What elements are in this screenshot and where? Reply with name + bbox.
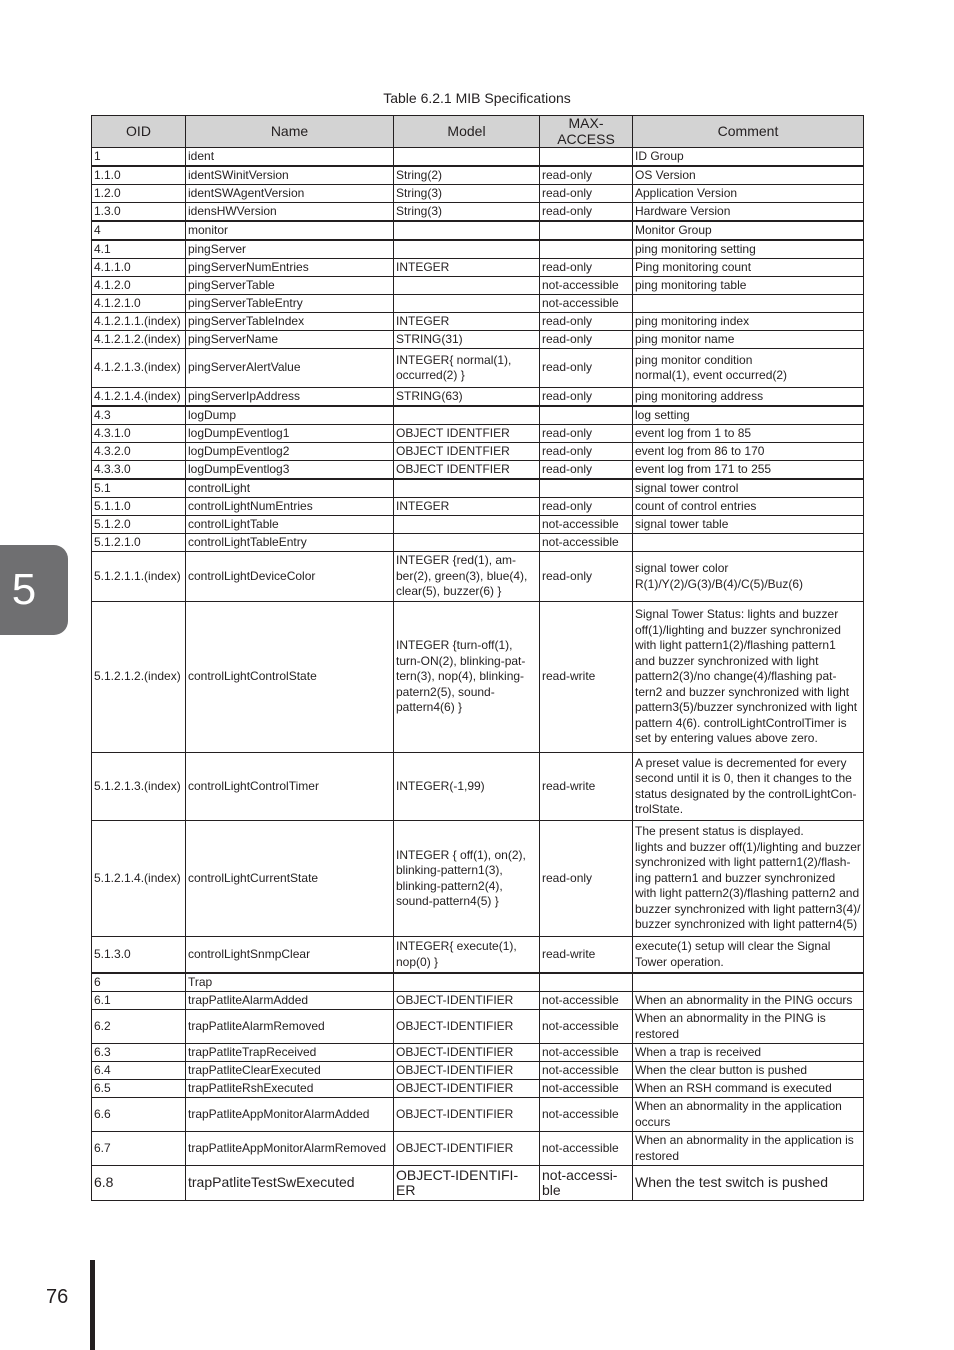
table-row xyxy=(92,388,864,407)
cell-comment: The present status is displayed. lights and buzzer off(1)/lighting and buzzer synchronized with light pattern1(2)/flash- ing pattern1 and buzzer synchronized with light pattern2(3)/flashing pattern2 and buzzer synchronized with light pattern3(4)/ buzzer synchronized with light pattern4(5) xyxy=(633,821,864,937)
cell-name: pingServerAlertValue xyxy=(186,349,394,388)
table-row xyxy=(92,1080,864,1098)
cell-model xyxy=(394,534,540,552)
cell-model xyxy=(394,973,540,992)
cell-model: OBJECT-IDENTIFI- ER xyxy=(394,1166,540,1201)
table-row xyxy=(92,259,864,277)
cell-comment: A preset value is decremented for every second until it is 0, then it changes to the status designated by the controlLightCon- trolState. xyxy=(633,753,864,821)
table-row xyxy=(92,1010,864,1044)
cell-comment: Hardware Version xyxy=(633,203,864,222)
cell-access: read-only xyxy=(540,166,633,185)
chapter-tab: 5 xyxy=(0,545,68,635)
cell-access: not-accessible xyxy=(540,534,633,552)
cell-comment: event log from 171 to 255 xyxy=(633,461,864,480)
cell-oid: 6.2 xyxy=(92,1010,186,1044)
table-row xyxy=(92,425,864,443)
table-row xyxy=(92,534,864,552)
cell-access: not-accessible xyxy=(540,295,633,313)
table-row xyxy=(92,406,864,425)
cell-oid: 4.1.2.1.4.(index) xyxy=(92,388,186,407)
cell-model: OBJECT IDENTFIER xyxy=(394,461,540,480)
cell-model xyxy=(394,295,540,313)
cell-oid: 6.4 xyxy=(92,1062,186,1080)
cell-name: controlLightDeviceColor xyxy=(186,552,394,602)
cell-model xyxy=(394,240,540,259)
cell-oid: 5.1.2.1.0 xyxy=(92,534,186,552)
cell-access xyxy=(540,973,633,992)
cell-model: STRING(31) xyxy=(394,331,540,349)
table-row xyxy=(92,1062,864,1080)
cell-name: trapPatliteRshExecuted xyxy=(186,1080,394,1098)
cell-model: String(2) xyxy=(394,166,540,185)
cell-access: read-write xyxy=(540,753,633,821)
cell-model: OBJECT-IDENTIFIER xyxy=(394,1098,540,1132)
cell-name: trapPatliteAppMonitorAlarmRemoved xyxy=(186,1132,394,1166)
cell-oid: 5.1.1.0 xyxy=(92,498,186,516)
cell-name: controlLightNumEntries xyxy=(186,498,394,516)
cell-comment: When the test switch is pushed xyxy=(633,1166,864,1201)
table-row xyxy=(92,461,864,480)
cell-name: pingServerName xyxy=(186,331,394,349)
cell-oid: 4.3.3.0 xyxy=(92,461,186,480)
cell-access: read-only xyxy=(540,388,633,407)
cell-name: pingServerIpAddress xyxy=(186,388,394,407)
cell-oid: 1.2.0 xyxy=(92,185,186,203)
cell-model: OBJECT IDENTFIER xyxy=(394,425,540,443)
table-row xyxy=(92,552,864,602)
table-row xyxy=(92,1166,864,1201)
cell-comment: ping monitor condition normal(1), event occurred(2) xyxy=(633,349,864,388)
cell-comment: execute(1) setup will clear the Signal Tower operation. xyxy=(633,937,864,974)
cell-oid: 5.1.2.1.1.(index) xyxy=(92,552,186,602)
cell-model: INTEGER{ execute(1), nop(0) } xyxy=(394,937,540,974)
cell-name: idensHWVersion xyxy=(186,203,394,222)
table-row xyxy=(92,602,864,753)
cell-comment: When an abnormality in the PING occurs xyxy=(633,992,864,1010)
table-row xyxy=(92,148,864,167)
cell-model: INTEGER xyxy=(394,259,540,277)
cell-name: trapPatliteAppMonitorAlarmAdded xyxy=(186,1098,394,1132)
cell-access: read-write xyxy=(540,937,633,974)
cell-name: Trap xyxy=(186,973,394,992)
cell-comment: Signal Tower Status: lights and buzzer off(1)/lighting and buzzer synchronized with light pattern1(2)/flashing pattern1 and buzzer synchronized with light pattern2(3)/no change(4)/flashing pat- tern2 and buzzer synchronized with light pattern3(5)/buzzer synchronized with light pattern 4(6). controlLightControlTimer is set by entering values above zero. xyxy=(633,602,864,753)
cell-model xyxy=(394,221,540,240)
cell-comment: ID Group xyxy=(633,148,864,167)
cell-access: read-only xyxy=(540,552,633,602)
cell-name: trapPatliteTestSwExecuted xyxy=(186,1166,394,1201)
cell-access: not-accessible xyxy=(540,1062,633,1080)
cell-model: OBJECT-IDENTIFIER xyxy=(394,1044,540,1062)
cell-comment: log setting xyxy=(633,406,864,425)
cell-comment: event log from 1 to 85 xyxy=(633,425,864,443)
table-body xyxy=(92,148,864,1201)
cell-model xyxy=(394,148,540,167)
cell-oid: 4.3.2.0 xyxy=(92,443,186,461)
cell-oid: 5.1.2.1.4.(index) xyxy=(92,821,186,937)
cell-access xyxy=(540,406,633,425)
cell-oid: 4 xyxy=(92,221,186,240)
cell-oid: 4.1.2.1.0 xyxy=(92,295,186,313)
cell-name: controlLightControlTimer xyxy=(186,753,394,821)
cell-access xyxy=(540,240,633,259)
cell-comment: signal tower control xyxy=(633,479,864,498)
cell-model: STRING(63) xyxy=(394,388,540,407)
cell-name: logDumpEventlog1 xyxy=(186,425,394,443)
table-row xyxy=(92,203,864,222)
table-row xyxy=(92,937,864,974)
cell-oid: 4.3.1.0 xyxy=(92,425,186,443)
cell-oid: 1.3.0 xyxy=(92,203,186,222)
cell-comment: ping monitoring table xyxy=(633,277,864,295)
cell-model: INTEGER { off(1), on(2), blinking-pattern1(3), blinking-pattern2(4), sound-pattern4(5) } xyxy=(394,821,540,937)
table-row xyxy=(92,498,864,516)
table-row xyxy=(92,992,864,1010)
cell-comment: When an abnormality in the application is restored xyxy=(633,1132,864,1166)
cell-oid: 5.1.2.1.3.(index) xyxy=(92,753,186,821)
cell-comment: Monitor Group xyxy=(633,221,864,240)
cell-name: pingServer xyxy=(186,240,394,259)
cell-oid: 5.1.3.0 xyxy=(92,937,186,974)
table-row xyxy=(92,277,864,295)
cell-access: not-accessible xyxy=(540,277,633,295)
cell-model: INTEGER xyxy=(394,498,540,516)
cell-access: read-only xyxy=(540,313,633,331)
cell-name: identSWinitVersion xyxy=(186,166,394,185)
cell-name: monitor xyxy=(186,221,394,240)
table-row xyxy=(92,240,864,259)
cell-name: trapPatliteTrapReceived xyxy=(186,1044,394,1062)
cell-access: read-only xyxy=(540,461,633,480)
cell-model: OBJECT-IDENTIFIER xyxy=(394,1132,540,1166)
cell-model: OBJECT-IDENTIFIER xyxy=(394,1062,540,1080)
table-row xyxy=(92,1132,864,1166)
cell-comment: When the clear button is pushed xyxy=(633,1062,864,1080)
cell-oid: 4.1.2.1.1.(index) xyxy=(92,313,186,331)
cell-model xyxy=(394,277,540,295)
cell-name: ident xyxy=(186,148,394,167)
table-row xyxy=(92,185,864,203)
cell-comment: count of control entries xyxy=(633,498,864,516)
cell-model: String(3) xyxy=(394,185,540,203)
page-edge-bar xyxy=(90,1260,95,1350)
table-row xyxy=(92,479,864,498)
cell-comment: Ping monitoring count xyxy=(633,259,864,277)
table-row xyxy=(92,221,864,240)
cell-access: not-accessible xyxy=(540,1010,633,1044)
cell-name: trapPatliteClearExecuted xyxy=(186,1062,394,1080)
cell-model: String(3) xyxy=(394,203,540,222)
cell-comment: signal tower color R(1)/Y(2)/G(3)/B(4)/C(5)/Buz(6) xyxy=(633,552,864,602)
cell-comment: When an RSH command is executed xyxy=(633,1080,864,1098)
cell-name: logDumpEventlog3 xyxy=(186,461,394,480)
cell-access: not-accessible xyxy=(540,992,633,1010)
cell-access: read-only xyxy=(540,349,633,388)
cell-access: not-accessible xyxy=(540,1132,633,1166)
cell-model: INTEGER {turn-off(1), turn-ON(2), blinking-pat- tern(3), nop(4), blinking- patern2(5), sound- pattern4(6) } xyxy=(394,602,540,753)
cell-oid: 4.1.1.0 xyxy=(92,259,186,277)
cell-name: pingServerTable xyxy=(186,277,394,295)
cell-access: not-accessible xyxy=(540,1098,633,1132)
cell-oid: 6.5 xyxy=(92,1080,186,1098)
cell-access: read-only xyxy=(540,259,633,277)
table-row xyxy=(92,821,864,937)
table-row xyxy=(92,349,864,388)
cell-access: read-only xyxy=(540,185,633,203)
table-caption: Table 6.2.1 MIB Specifications xyxy=(383,90,571,106)
cell-comment xyxy=(633,534,864,552)
cell-access: read-only xyxy=(540,821,633,937)
cell-oid: 6.7 xyxy=(92,1132,186,1166)
cell-name: controlLightCurrentState xyxy=(186,821,394,937)
cell-access: not-accessible xyxy=(540,516,633,534)
cell-comment xyxy=(633,973,864,992)
cell-model xyxy=(394,406,540,425)
cell-access: read-only xyxy=(540,443,633,461)
column-header-oid: OID xyxy=(92,116,186,148)
cell-name: identSWAgentVersion xyxy=(186,185,394,203)
table-row xyxy=(92,313,864,331)
cell-oid: 6.1 xyxy=(92,992,186,1010)
cell-comment: signal tower table xyxy=(633,516,864,534)
cell-model xyxy=(394,479,540,498)
cell-name: pingServerTableEntry xyxy=(186,295,394,313)
cell-access: read-only xyxy=(540,498,633,516)
cell-name: controlLightTable xyxy=(186,516,394,534)
table-row xyxy=(92,1044,864,1062)
cell-model: INTEGER(-1,99) xyxy=(394,753,540,821)
cell-oid: 4.1.2.0 xyxy=(92,277,186,295)
cell-name: trapPatliteAlarmRemoved xyxy=(186,1010,394,1044)
table-row xyxy=(92,753,864,821)
cell-name: logDumpEventlog2 xyxy=(186,443,394,461)
cell-oid: 6 xyxy=(92,973,186,992)
cell-comment: When an abnormality in the PING is restored xyxy=(633,1010,864,1044)
cell-oid: 5.1.2.1.2.(index) xyxy=(92,602,186,753)
cell-comment: event log from 86 to 170 xyxy=(633,443,864,461)
cell-access: read-write xyxy=(540,602,633,753)
cell-oid: 4.3 xyxy=(92,406,186,425)
cell-model: OBJECT IDENTFIER xyxy=(394,443,540,461)
cell-model: INTEGER xyxy=(394,313,540,331)
cell-access: read-only xyxy=(540,331,633,349)
cell-oid: 4.1.2.1.2.(index) xyxy=(92,331,186,349)
page-number: 76 xyxy=(46,1286,69,1308)
cell-access xyxy=(540,479,633,498)
cell-oid: 4.1 xyxy=(92,240,186,259)
cell-model: INTEGER {red(1), am- ber(2), green(3), blue(4), clear(5), buzzer(6) } xyxy=(394,552,540,602)
cell-name: controlLightControlState xyxy=(186,602,394,753)
cell-access: not-accessible xyxy=(540,1044,633,1062)
table-row xyxy=(92,1098,864,1132)
table-row xyxy=(92,516,864,534)
cell-access: not-accessible xyxy=(540,1080,633,1098)
cell-name: logDump xyxy=(186,406,394,425)
cell-comment: OS Version xyxy=(633,166,864,185)
cell-name: pingServerNumEntries xyxy=(186,259,394,277)
cell-comment xyxy=(633,295,864,313)
cell-model: INTEGER{ normal(1), occurred(2) } xyxy=(394,349,540,388)
cell-access xyxy=(540,148,633,167)
cell-oid: 6.6 xyxy=(92,1098,186,1132)
cell-name: pingServerTableIndex xyxy=(186,313,394,331)
table-row xyxy=(92,973,864,992)
table-header-row xyxy=(92,116,864,148)
cell-name: controlLightSnmpClear xyxy=(186,937,394,974)
cell-model: OBJECT-IDENTIFIER xyxy=(394,1010,540,1044)
cell-access xyxy=(540,221,633,240)
cell-model: OBJECT-IDENTIFIER xyxy=(394,1080,540,1098)
cell-oid: 6.3 xyxy=(92,1044,186,1062)
cell-oid: 1.1.0 xyxy=(92,166,186,185)
cell-access: read-only xyxy=(540,425,633,443)
cell-comment: ping monitoring setting xyxy=(633,240,864,259)
cell-name: controlLightTableEntry xyxy=(186,534,394,552)
cell-name: trapPatliteAlarmAdded xyxy=(186,992,394,1010)
cell-access: read-only xyxy=(540,203,633,222)
column-header-name: Name xyxy=(186,116,394,148)
cell-oid: 5.1 xyxy=(92,479,186,498)
cell-oid: 6.8 xyxy=(92,1166,186,1201)
cell-oid: 4.1.2.1.3.(index) xyxy=(92,349,186,388)
cell-oid: 5.1.2.0 xyxy=(92,516,186,534)
column-header-comment: Comment xyxy=(633,116,864,148)
cell-comment: ping monitoring index xyxy=(633,313,864,331)
table-row xyxy=(92,443,864,461)
cell-comment: Application Version xyxy=(633,185,864,203)
cell-oid: 1 xyxy=(92,148,186,167)
cell-access: not-accessi- ble xyxy=(540,1166,633,1201)
cell-name: controlLight xyxy=(186,479,394,498)
cell-comment: When a trap is received xyxy=(633,1044,864,1062)
table-row xyxy=(92,331,864,349)
column-header-model: Model xyxy=(394,116,540,148)
column-header-max-access: MAX-ACCESS xyxy=(540,116,633,148)
cell-comment: ping monitoring address xyxy=(633,388,864,407)
table-row xyxy=(92,295,864,313)
cell-model: OBJECT-IDENTIFIER xyxy=(394,992,540,1010)
table-row xyxy=(92,166,864,185)
cell-comment: When an abnormality in the application occurs xyxy=(633,1098,864,1132)
cell-model xyxy=(394,516,540,534)
cell-comment: ping monitor name xyxy=(633,331,864,349)
mib-specifications-table xyxy=(91,115,864,1201)
